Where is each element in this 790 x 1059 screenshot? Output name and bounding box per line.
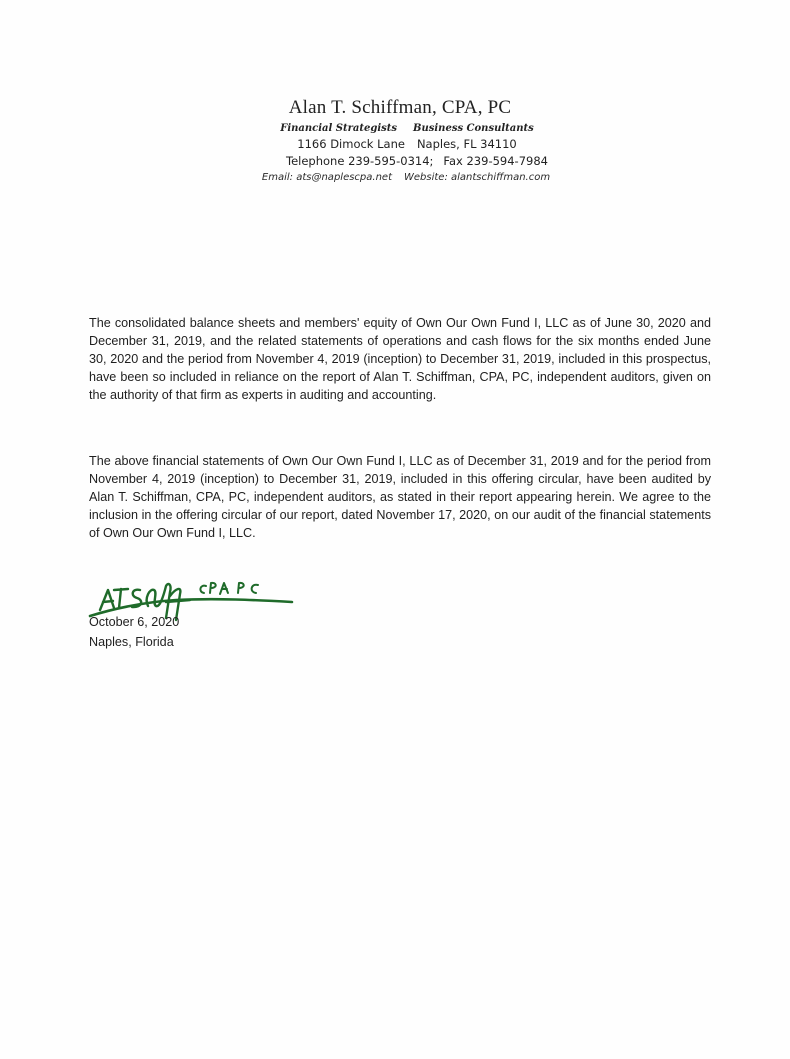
address-line	[24, 136, 790, 153]
city-state-zip: Naples, FL 34110	[416, 137, 517, 151]
firm-name: Alan T. Schiffman, CPA, PC	[288, 97, 512, 118]
consent-paragraph-1: The consolidated balance sheets and members' equity of Own Our Own Fund I, LLC as of June 30, 2020 and December 31, 2019, and the related statements of operations and cash flows for the six months ended June 30, 2020 and the period from November 4, 2019 (inception) to December 31, 2019, included in this prospectus, have been so included in reliance on the report of Alan T. Schiffman, CPA, PC, independent auditors, given on the authority of that firm as experts in auditing and accounting.	[89, 316, 711, 402]
street-address: 1166 Dimock Lane	[297, 137, 405, 151]
website: Website: alantschiffman.com	[404, 172, 551, 183]
consent-paragraph-2: The above financial statements of Own Our Own Fund I, LLC as of December 31, 2019 and for the period from November 4, 2019 (inception) to December 31, 2019, included in this offering circular, have been audited by Alan T. Schiffman, CPA, PC, independent auditors, as stated in their report appearing herein. We agree to the inclusion in the offering circular of our report, dated November 17, 2020, on our audit of the financial statements of Own Our Own Fund I, LLC.	[89, 454, 711, 540]
signature-place: Naples, Florida	[89, 635, 174, 649]
tagline	[24, 122, 790, 136]
letterhead	[0, 96, 790, 186]
phone-line	[44, 153, 790, 170]
contact-line	[22, 170, 790, 186]
telephone: Telephone 239-595-0314;	[286, 154, 434, 168]
tagline-right: Business Consultants	[413, 123, 534, 134]
signature-date: October 6, 2020	[89, 615, 180, 629]
fax: Fax 239-594-7984	[443, 154, 548, 168]
tagline-left: Financial Strategists	[280, 123, 398, 134]
email: Email: ats@naplescpa.net	[261, 172, 392, 183]
